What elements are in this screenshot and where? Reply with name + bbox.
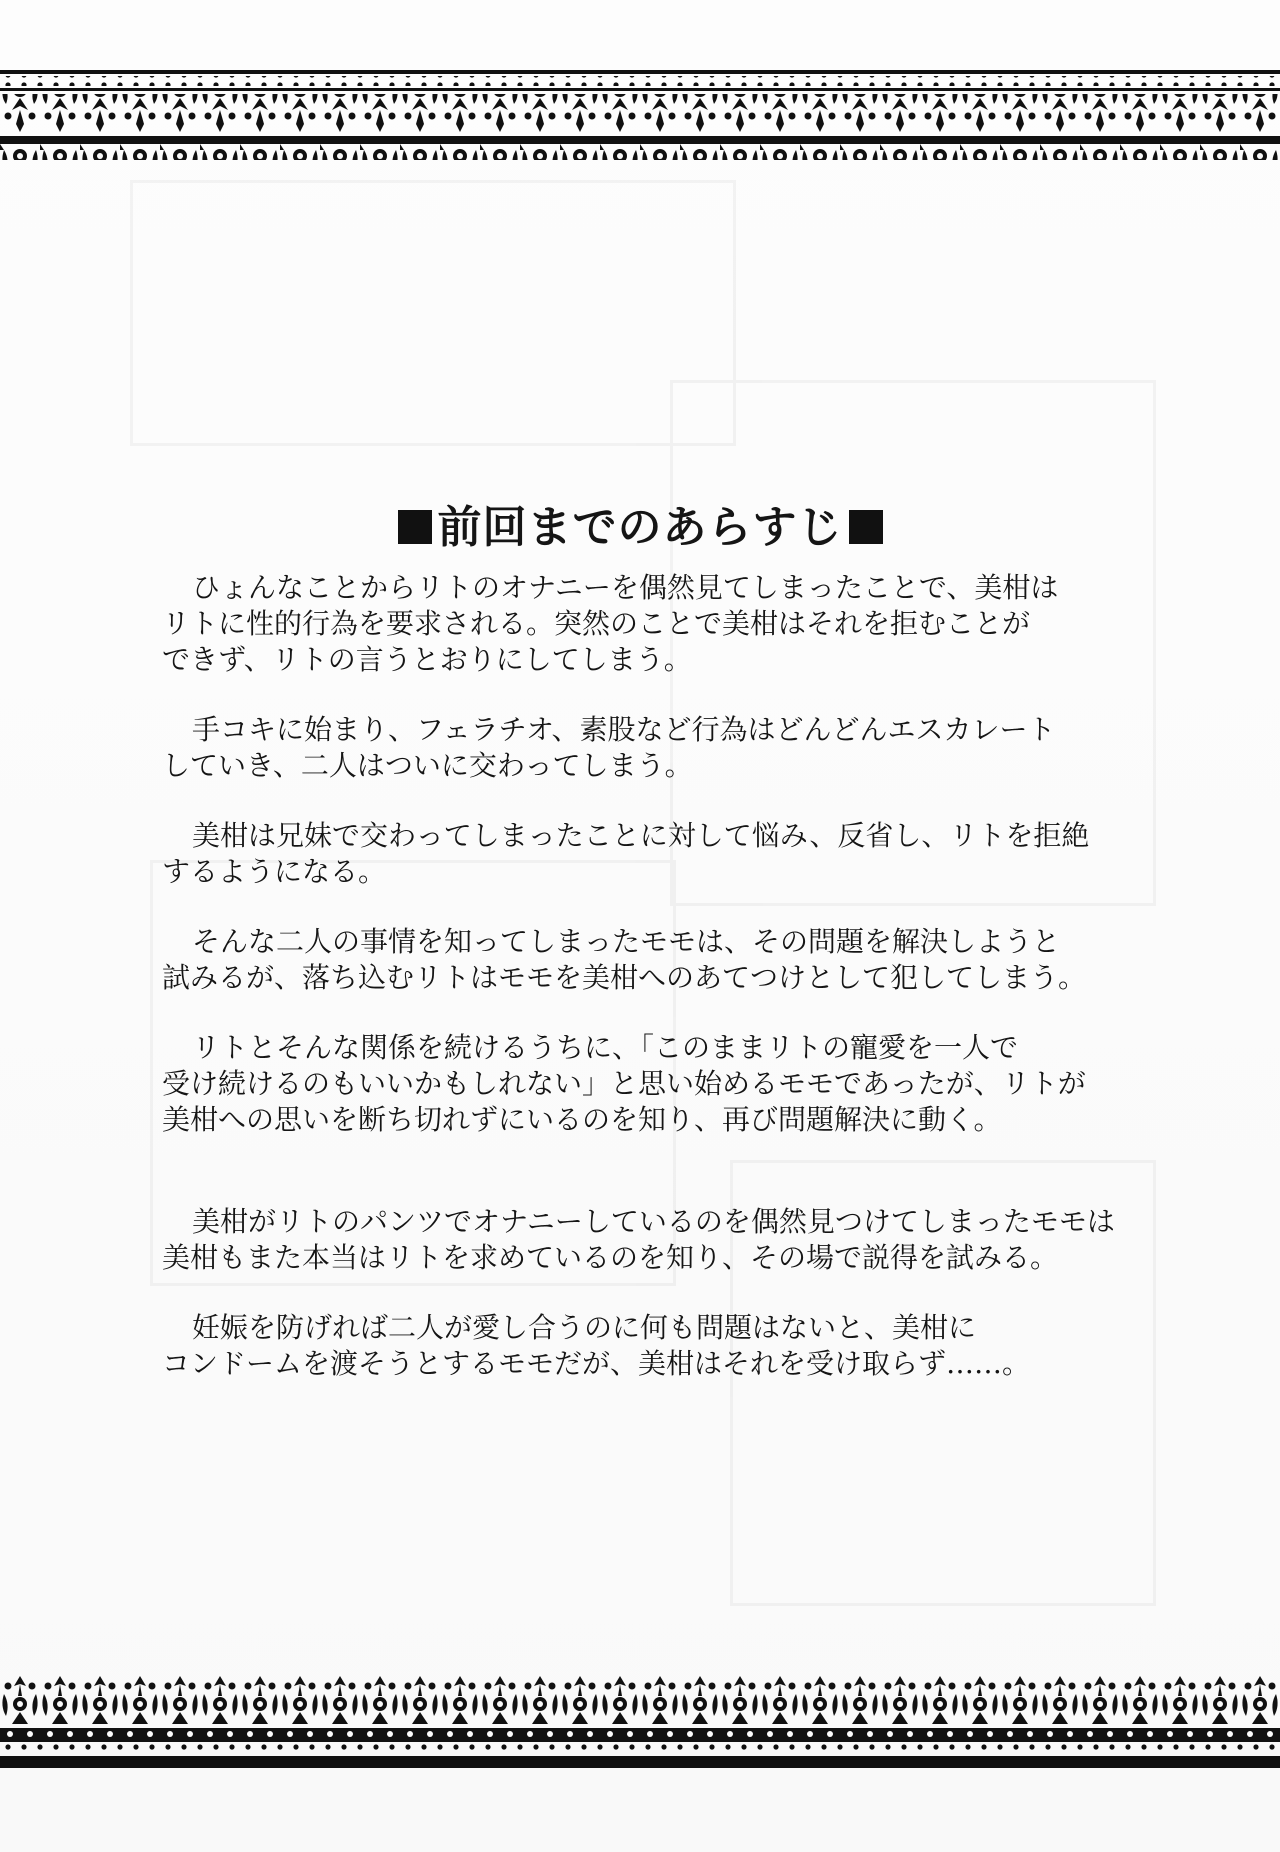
bottom-ornamental-border	[0, 1672, 1280, 1772]
lace-border-bottom	[0, 1672, 1280, 1772]
paragraph-6	[162, 1204, 1222, 1276]
paragraph-line: コンドームを渡そうとするモモだが、美柑はそれを受け取らず……。	[162, 1347, 1031, 1380]
paragraph-line: リトとそんな関係を続けるうちに、「このままリトの寵愛を一人で	[192, 1031, 1019, 1064]
paragraph-line: ひょんなことからリトのオナニーを偶然見てしまったことで、美柑は	[192, 571, 1059, 604]
lace-border-top	[0, 70, 1280, 166]
paragraph-line: 美柑は兄妹で交わってしまったことに対して悩み、反省し、リトを拒絶	[192, 819, 1090, 852]
paragraph-5	[162, 1030, 1222, 1138]
top-ornamental-border	[0, 70, 1280, 166]
paragraph-3	[162, 818, 1222, 890]
paragraph-7	[162, 1310, 1222, 1382]
paragraph-line: するようになる。	[162, 855, 387, 888]
paragraph-line: 受け続けるのもいいかもしれない」と思い始めるモモであったが、リトが	[162, 1067, 1086, 1100]
paragraph-4	[162, 924, 1222, 996]
paragraph-line: 美柑がリトのパンツでオナニーしているのを偶然見つけてしまったモモは	[192, 1205, 1115, 1238]
black-square-right-icon	[849, 510, 883, 544]
title-text: 前回までのあらすじ	[437, 502, 843, 554]
paragraph-2	[162, 712, 1222, 784]
paragraph-line: していき、二人はついに交わってしまう。	[162, 749, 693, 782]
paragraph-1	[162, 570, 1222, 678]
paragraph-line: できず、リトの言うとおりにしてしまう。	[162, 643, 692, 676]
paragraph-line: 妊娠を防げれば二人が愛し合うのに何も問題はないと、美柑に	[192, 1311, 977, 1344]
black-square-left-icon	[398, 510, 432, 544]
paragraph-line: リトに性的行為を要求される。突然のことで美柑はそれを拒むことが	[162, 607, 1031, 640]
paragraph-line: 美柑もまた本当はリトを求めているのを知り、その場で説得を試みる。	[162, 1241, 1059, 1274]
synopsis-body	[162, 570, 1222, 1416]
paragraph-line: そんな二人の事情を知ってしまったモモは、その問題を解決しようと	[192, 925, 1061, 958]
page-title	[0, 491, 1280, 555]
paragraph-line: 美柑への思いを断ち切れずにいるのを知り、再び問題解決に動く。	[162, 1103, 1002, 1136]
paragraph-line: 手コキに始まり、フェラチオ、素股など行為はどんどんエスカレート	[192, 713, 1056, 746]
paragraph-line: 試みるが、落ち込むリトはモモを美柑へのあてつけとして犯してしまう。	[162, 961, 1087, 994]
